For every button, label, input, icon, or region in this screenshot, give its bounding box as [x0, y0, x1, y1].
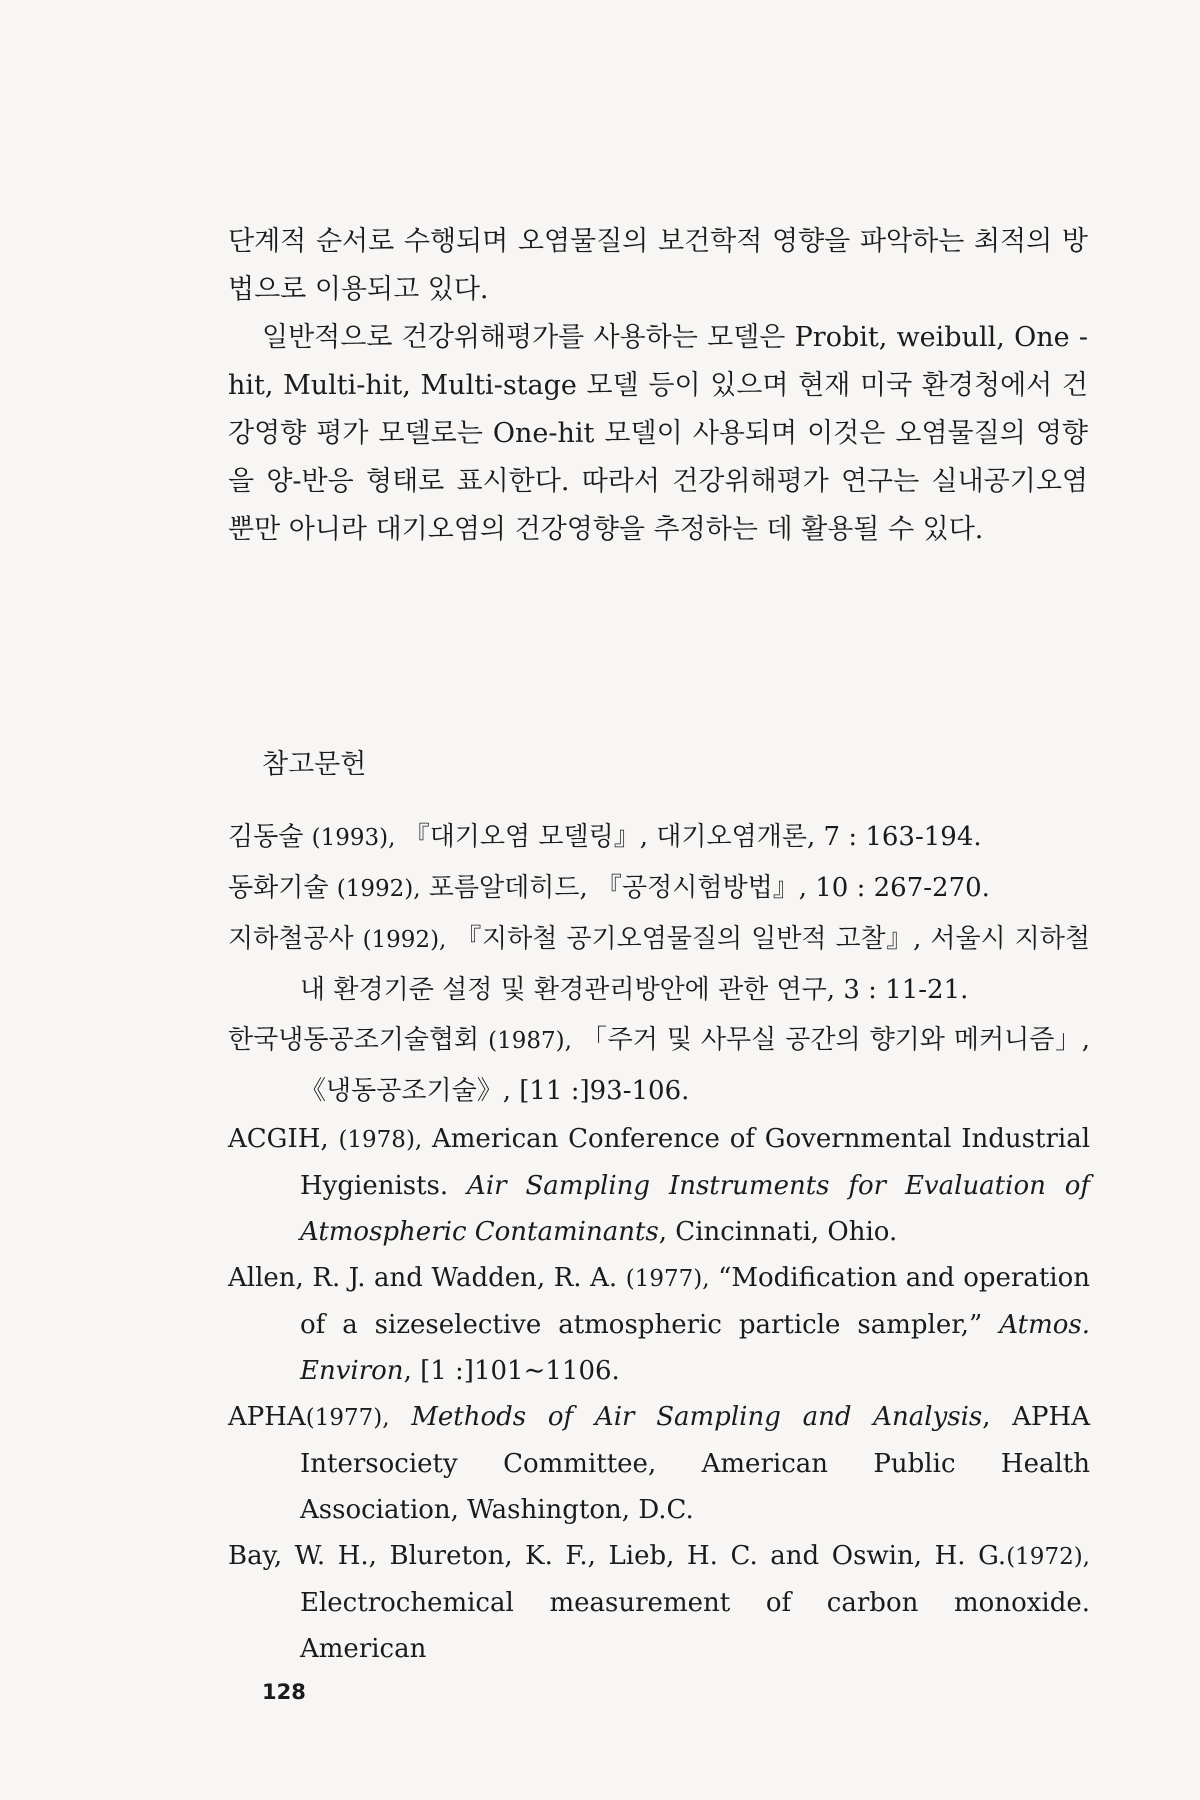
- reference-item: 김동술 (1993), 『대기오염 모델링』, 대기오염개론, 7 : 163-194.: [228, 822, 982, 852]
- paragraph-1: 단계적 순서로 수행되며 오염물질의 보건학적 영향을 파악하는 최적의 방법으로 이용되고 있다.: [228, 226, 1088, 305]
- reference-item: Bay, W. H., Blureton, K. F., Lieb, H. C. and Oswin, H. G.(1972), Electrochemical measurement of carbon monoxide. American: [228, 1541, 1090, 1664]
- reference-item: ACGIH, (1978), American Conference of Governmental Industrial Hygienists. Air Sampling Instruments for Evaluation of Atmospheric Contaminants, Cincinnati, Ohio.: [228, 1124, 1091, 1247]
- reference-list: [228, 812, 1090, 1672]
- reference-item: 지하철공사 (1992), 『지하철 공기오염물질의 일반적 고찰』, 서울시 지하철 내 환경기준 설정 및 환경관리방안에 관한 연구, 3 : 11-21.: [228, 924, 1090, 1005]
- reference-item: APHA(1977), Methods of Air Sampling and Analysis, APHA Intersociety Committee, American Public Health Association, Washington, D.C.: [228, 1402, 1091, 1525]
- section-heading: 참고문헌: [262, 749, 367, 780]
- paragraph-2: 일반적으로 건강위해평가를 사용하는 모델은 Probit, weibull, One -hit, Multi-hit, Multi-stage 모델 등이 있으며 현재 미국 환경청에서 건강영향 평가 모델로는 One-hit 모델이 사용되며 이것은 오염물질의 영향을 양-반응 형태로 표시한다. 따라서 건강위해평가 연구는 실내공기오염뿐만 아니라 대기오염의 건강영향을 추정하는 데 활용될 수 있다.: [228, 322, 1088, 545]
- reference-item: Allen, R. J. and Wadden, R. A. (1977), “Modification and operation of a sizeselective atmospheric particle sampler,” Atmos. Environ, [1 :]101∼1106.: [228, 1263, 1090, 1386]
- body-text: [228, 218, 1088, 554]
- reference-item: 동화기술 (1992), 포름알데히드, 『공정시험방법』, 10 : 267-270.: [228, 873, 990, 903]
- page-number: 128: [262, 1680, 306, 1704]
- reference-item: 한국냉동공조기술협회 (1987), 「주거 및 사무실 공간의 향기와 메커니즘」, 《냉동공조기술》, [11 :]93-106.: [228, 1025, 1091, 1106]
